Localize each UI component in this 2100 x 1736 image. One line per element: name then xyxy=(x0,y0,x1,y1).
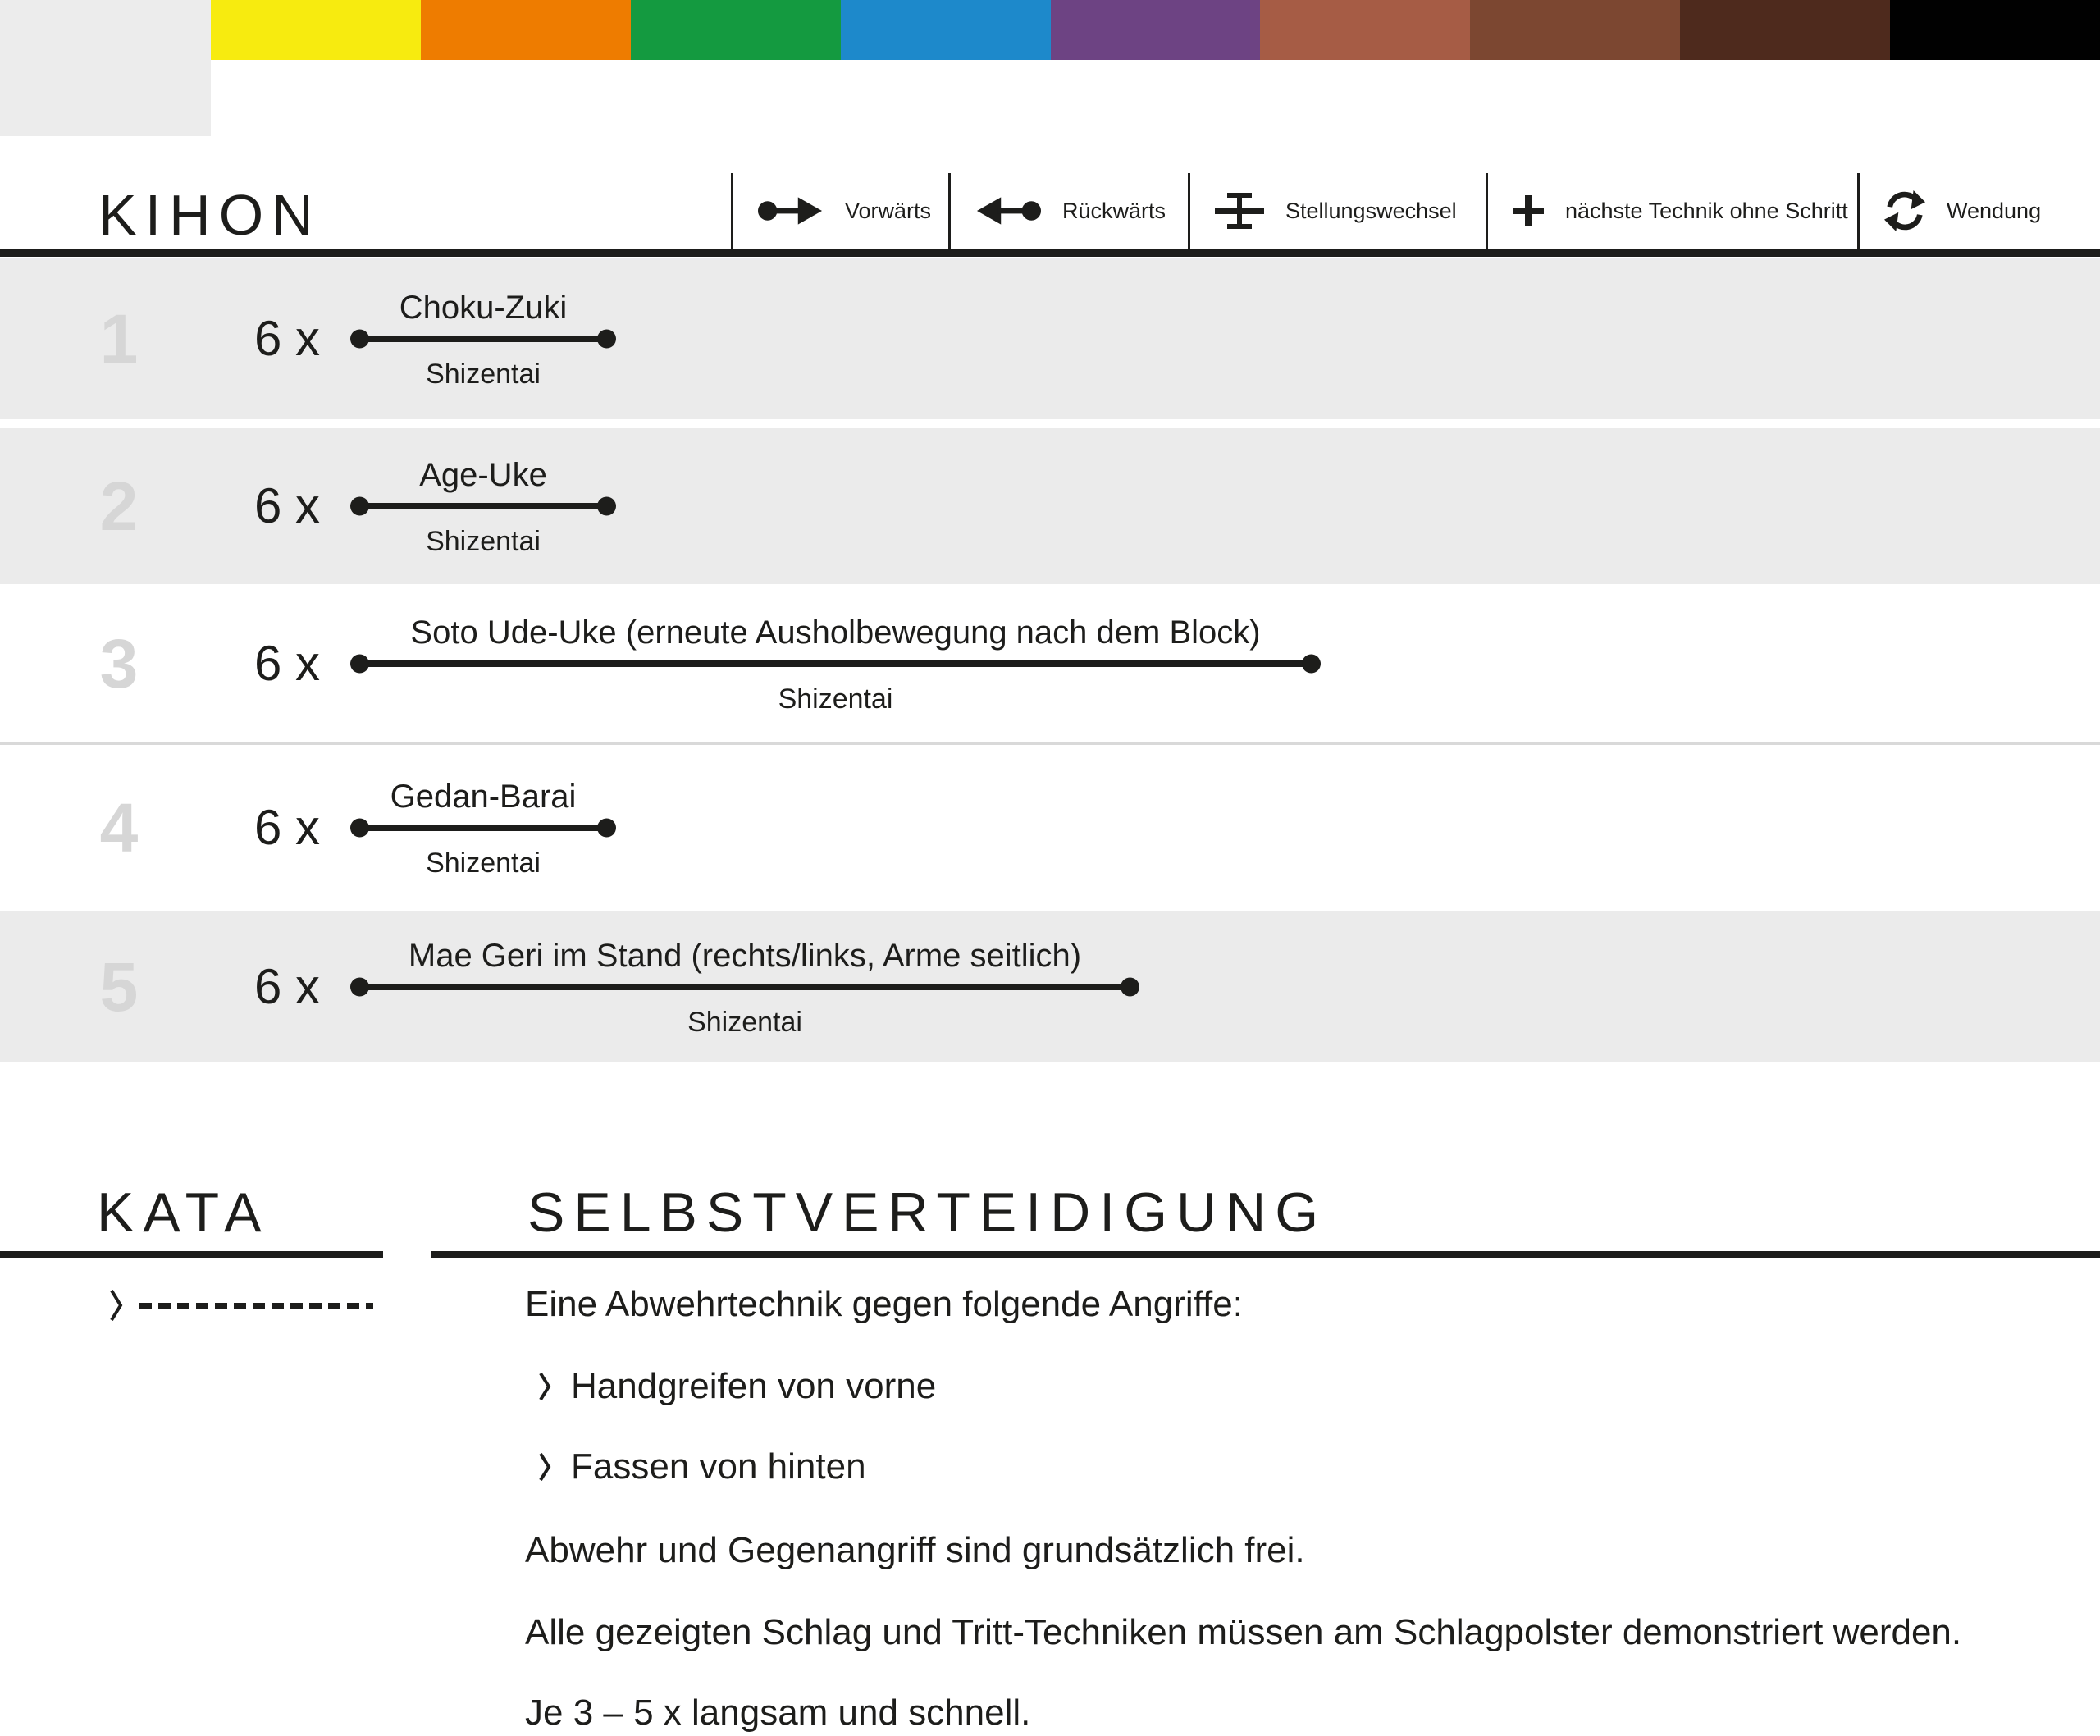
sv-rule-text: Je 3 – 5 x langsam und schnell. xyxy=(525,1693,1031,1733)
backward-arrow-icon xyxy=(975,196,1041,226)
legend-item-no-step xyxy=(1486,173,1857,249)
legend-item-stance-change xyxy=(1188,173,1486,249)
sv-bullet-item xyxy=(538,1446,2084,1487)
belt-color-dark-brown xyxy=(1680,0,1890,60)
stance-label: Shizentai xyxy=(426,847,541,879)
chevron-right-icon xyxy=(538,1451,551,1482)
legend-item-turn xyxy=(1857,173,2100,249)
row-number: 4 xyxy=(99,789,139,866)
kata-placeholder-entry xyxy=(109,1288,373,1323)
stance-label: Shizentai xyxy=(778,683,893,715)
kihon-row-3 xyxy=(0,584,2100,742)
forward-arrow-icon xyxy=(758,196,824,226)
sv-intro-text: Eine Abwehrtechnik gegen folgende Angriffe: xyxy=(525,1284,1243,1324)
kata-placeholder-dashes xyxy=(139,1303,373,1309)
selbstverteidigung-section-title: SELBSTVERTEIDIGUNG xyxy=(527,1181,1328,1244)
legend-label: nächste Technik ohne Schritt xyxy=(1565,198,1848,223)
movement-diagram xyxy=(359,745,607,911)
kihon-row-4 xyxy=(0,745,2100,911)
technique-label: Age-Uke xyxy=(419,457,547,493)
movement-legend xyxy=(0,173,2100,249)
stance-label: Shizentai xyxy=(426,359,541,390)
sv-bullet-text: Fassen von hinten xyxy=(571,1446,866,1487)
movement-line xyxy=(359,984,1130,990)
kihon-header-rule xyxy=(0,249,2100,257)
stance-label: Shizentai xyxy=(687,1006,802,1038)
sv-bullet-item xyxy=(538,1368,2084,1405)
row-repetitions: 6 x xyxy=(253,311,321,366)
sv-rule-text: Abwehr und Gegenangriff sind grundsätzlich frei. xyxy=(525,1530,1305,1570)
belt-color-purple xyxy=(1051,0,1261,60)
row-repetitions: 6 x xyxy=(253,635,321,691)
legend-item-backward xyxy=(948,173,1188,249)
belt-color-orange xyxy=(421,0,631,60)
movement-line xyxy=(359,336,607,342)
belt-color-stripe xyxy=(211,0,2100,60)
chevron-right-icon xyxy=(538,1371,551,1402)
technique-label: Soto Ude-Uke (erneute Ausholbewegung nach dem Block) xyxy=(410,614,1261,651)
kihon-row-5 xyxy=(0,911,2100,1062)
row-repetitions: 6 x xyxy=(253,958,321,1014)
row-repetitions: 6 x xyxy=(253,800,321,855)
row-number: 5 xyxy=(99,948,139,1026)
belt-color-black xyxy=(1890,0,2100,60)
legend-label: Vorwärts xyxy=(845,198,932,223)
legend-label: Rückwärts xyxy=(1062,198,1166,223)
technique-label: Gedan-Barai xyxy=(390,779,577,815)
chevron-right-icon xyxy=(109,1288,123,1323)
movement-line xyxy=(359,660,1312,667)
row-repetitions: 6 x xyxy=(253,478,321,533)
belt-color-green xyxy=(631,0,841,60)
legend-item-forward xyxy=(731,173,948,249)
movement-diagram xyxy=(359,584,1312,742)
row-number: 2 xyxy=(99,468,139,545)
technique-label: Mae Geri im Stand (rechts/links, Arme seitlich) xyxy=(408,937,1082,974)
kata-section-title: KATA xyxy=(97,1181,271,1244)
legend-label: Wendung xyxy=(1947,198,2042,223)
sv-bullet-text: Handgreifen von vorne xyxy=(571,1366,937,1406)
kihon-row-1 xyxy=(0,258,2100,419)
belt-color-light-brown xyxy=(1260,0,1470,60)
kihon-row-2 xyxy=(0,428,2100,584)
movement-diagram xyxy=(359,258,607,419)
kihon-section-title: KIHON xyxy=(98,183,322,247)
legend-label: Stellungswechsel xyxy=(1285,198,1457,223)
turn-arrows-icon xyxy=(1884,188,1925,234)
technique-label: Choku-Zuki xyxy=(399,290,568,326)
stance-label: Shizentai xyxy=(426,526,541,557)
kata-header-rule xyxy=(0,1251,383,1258)
belt-color-yellow xyxy=(211,0,421,60)
movement-line xyxy=(359,825,607,831)
row-number: 1 xyxy=(99,300,139,377)
stance-change-icon xyxy=(1215,191,1264,231)
corner-tab xyxy=(0,0,211,136)
movement-diagram xyxy=(359,911,1130,1062)
plus-icon xyxy=(1513,195,1544,226)
movement-diagram xyxy=(359,428,607,584)
selbstverteidigung-header-rule xyxy=(431,1251,2100,1258)
movement-line xyxy=(359,503,607,509)
row-number: 3 xyxy=(99,624,139,702)
belt-color-blue xyxy=(841,0,1051,60)
sv-rule-text: Alle gezeigten Schlag und Tritt-Techniken müssen am Schlagpolster demonstriert werden. xyxy=(525,1612,1962,1652)
belt-color-brown xyxy=(1470,0,1680,60)
